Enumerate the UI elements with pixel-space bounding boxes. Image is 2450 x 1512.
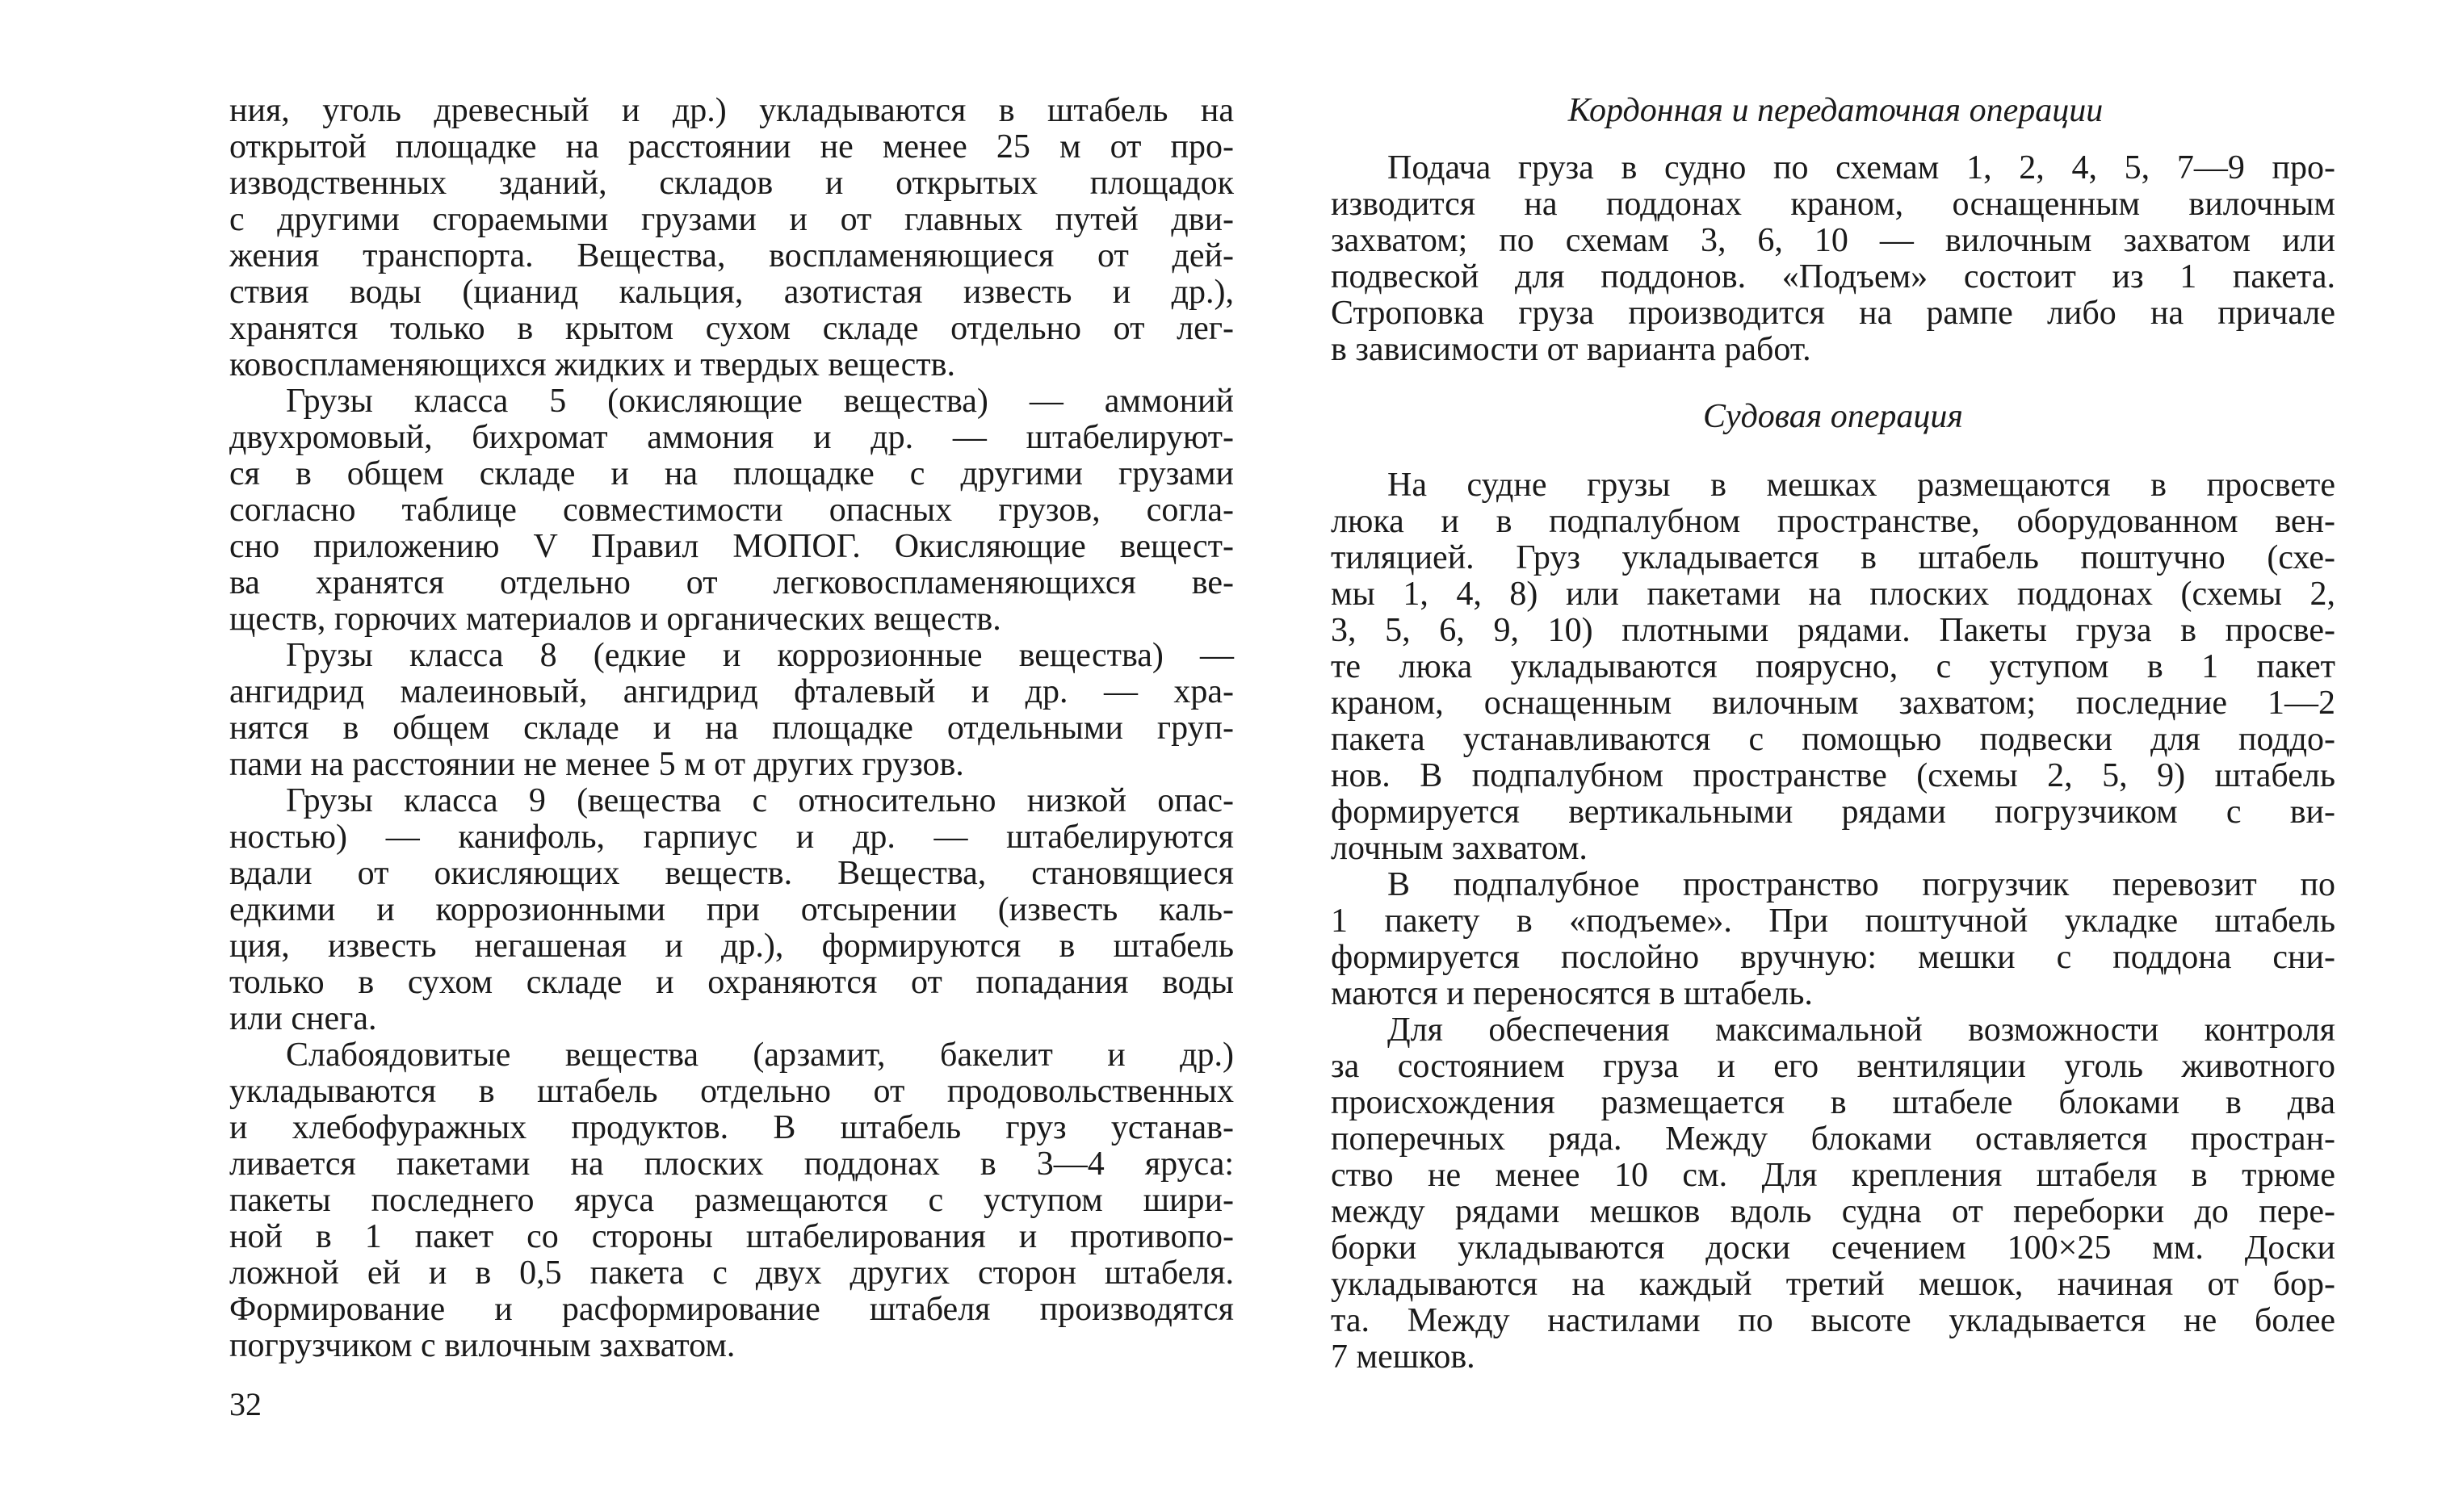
- text-line: сно приложению V Правил МОПОГ. Окисляющие вещест-: [229, 528, 1234, 565]
- text-line: 1 пакету в «подъеме». При поштучной укладке штабель: [1331, 903, 2335, 940]
- text-line: и хлебофуражных продуктов. В штабель груз устанав-: [229, 1109, 1234, 1146]
- text-line: ностью) — канифоль, гарпиус и др. — штабелируются: [229, 819, 1234, 856]
- text-line: хранятся только в крытом сухом складе отдельно от лег-: [229, 310, 1234, 347]
- text-line: жения транспорта. Вещества, воспламеняющиеся от дей-: [229, 237, 1234, 274]
- text-line: за состоянием груза и его вентиляции уголь животного: [1331, 1048, 2335, 1085]
- text-line: На судне грузы в мешках размещаются в просвете: [1387, 467, 2335, 504]
- text-line: ществ, горючих материалов и органических веществ.: [229, 601, 1001, 638]
- text-line: Грузы класса 9 (вещества с относительно низкой опас-: [286, 782, 1234, 819]
- text-line: укладываются в штабель отдельно от продовольственных: [229, 1073, 1234, 1110]
- text-line: ния, уголь древесный и др.) укладываются в штабель на: [229, 92, 1234, 129]
- text-line: вдали от окисляющих веществ. Вещества, становящиеся: [229, 855, 1234, 892]
- text-line: нятся в общем складе и на площадке отдельными груп-: [229, 710, 1234, 747]
- section-cordon-operations: [1331, 150, 2335, 368]
- text-line: 3, 5, 6, 9, 10) плотными рядами. Пакеты груза в просве-: [1331, 612, 2335, 649]
- text-line: та. Между настилами по высоте укладывается не более: [1331, 1302, 2335, 1339]
- paragraph: [1331, 150, 2335, 368]
- paragraph: [1331, 867, 2335, 1012]
- text-line: люка и в подпалубном пространстве, оборудованном вен-: [1331, 503, 2335, 540]
- text-line: те люка укладываются поярусно, с уступом в 1 пакет: [1331, 648, 2335, 685]
- text-line: лочным захватом.: [1331, 830, 1588, 867]
- text-line: краном, оснащенным вилочным захватом; последние 1—2: [1331, 685, 2335, 722]
- text-line: формируется послойно вручную: мешки с поддона сни-: [1331, 939, 2335, 976]
- text-line: тиляцией. Груз укладывается в штабель поштучно (схе-: [1331, 539, 2335, 576]
- text-line: подвеской для поддонов. «Подъем» состоит из 1 пакета.: [1331, 258, 2335, 295]
- text-line: пакеты последнего яруса размещаются с уступом шири-: [229, 1182, 1234, 1219]
- text-line: поперечных ряда. Между блоками оставляется простран-: [1331, 1120, 2335, 1158]
- text-line: нов. В подпалубном пространстве (схемы 2, 5, 9) штабель: [1331, 757, 2335, 794]
- page-number: 32: [229, 1386, 262, 1422]
- text-line: захватом; по схемам 3, 6, 10 — вилочным захватом или: [1331, 222, 2335, 259]
- text-line: Подача груза в судно по схемам 1, 2, 4, 5, 7—9 про-: [1387, 149, 2335, 186]
- text-line: ливается пакетами на плоских поддонах в 3—4 яруса:: [229, 1146, 1234, 1183]
- paragraph: [229, 638, 1234, 783]
- left-text-column: [229, 93, 1234, 1364]
- text-line: В подпалубное пространство погрузчик перевозит по: [1387, 866, 2335, 903]
- text-line: пами на расстоянии не менее 5 м от других грузов.: [229, 746, 964, 783]
- text-line: ция, известь негашеная и др.), формируются в штабель: [229, 928, 1234, 965]
- paragraph: [229, 1037, 1234, 1364]
- paragraph: [229, 383, 1234, 638]
- text-line: формируется вертикальными рядами погрузчиком с ви-: [1331, 794, 2335, 831]
- text-line: или снега.: [229, 1000, 377, 1037]
- text-line: происхождения размещается в штабеле блоками в два: [1331, 1084, 2335, 1121]
- text-line: укладываются на каждый третий мешок, начиная от бор-: [1331, 1266, 2335, 1303]
- paragraph: [229, 783, 1234, 1037]
- right-text-column: [1331, 93, 2335, 1376]
- text-line: между рядами мешков вдоль судна от переборки до пере-: [1331, 1193, 2335, 1230]
- text-line: маются и переносятся в штабель.: [1331, 975, 1813, 1012]
- text-line: 7 мешков.: [1331, 1338, 1475, 1376]
- text-line: ва хранятся отдельно от легковоспламеняющихся ве-: [229, 564, 1234, 601]
- text-line: ной в 1 пакет со стороны штабелирования и противопо-: [229, 1218, 1234, 1255]
- paragraph: [1331, 467, 2335, 867]
- text-line: ложной ей и в 0,5 пакета с двух других сторон штабеля.: [229, 1254, 1234, 1292]
- text-line: согласно таблице совместимости опасных грузов, согла-: [229, 492, 1234, 529]
- text-line: изводственных зданий, складов и открытых площадок: [229, 165, 1234, 202]
- text-line: пакета устанавливаются с помощью подвески для поддо-: [1331, 721, 2335, 758]
- text-line: Грузы класса 5 (окисляющие вещества) — аммоний: [286, 383, 1234, 420]
- right-page: [1225, 0, 2450, 1512]
- paragraph: [229, 93, 1234, 383]
- text-line: ся в общем складе и на площадке с другими грузами: [229, 455, 1234, 492]
- section-heading-cordon-operations: Кордонная и передаточная операции: [1567, 92, 2104, 129]
- text-line: ствия воды (цианид кальция, азотистая известь и др.),: [229, 274, 1234, 311]
- text-line: с другими сгораемыми грузами и от главных путей дви-: [229, 201, 1234, 238]
- text-line: Формирование и расформирование штабеля производятся: [229, 1291, 1234, 1328]
- text-line: мы 1, 4, 8) или пакетами на плоских поддонах (схемы 2,: [1331, 576, 2335, 613]
- text-line: ковоспламеняющихся жидких и твердых веществ.: [229, 346, 955, 383]
- text-line: двухромовый, бихромат аммония и др. — штабелируют-: [229, 419, 1234, 456]
- text-line: только в сухом складе и охраняются от попадания воды: [229, 964, 1234, 1001]
- text-line: в зависимости от варианта работ.: [1331, 331, 1811, 368]
- text-line: Слабоядовитые вещества (арзамит, бакелит и др.): [286, 1037, 1234, 1074]
- text-line: Строповка груза производится на рампе либо на причале: [1331, 295, 2335, 332]
- section-ship-operation: [1331, 467, 2335, 1376]
- text-line: Грузы класса 8 (едкие и коррозионные вещества) —: [286, 637, 1234, 674]
- text-line: изводится на поддонах краном, оснащенным вилочным: [1331, 186, 2335, 223]
- text-line: Для обеспечения максимальной возможности контроля: [1387, 1011, 2335, 1049]
- text-line: погрузчиком с вилочным захватом.: [229, 1327, 736, 1364]
- text-line: борки укладываются доски сечением 100×25 мм. Доски: [1331, 1229, 2335, 1267]
- section-heading-ship-operation: Судовая операция: [1703, 398, 1963, 435]
- text-line: открытой площадке на расстоянии не менее 25 м от про-: [229, 128, 1234, 165]
- text-line: ство не менее 10 см. Для крепления штабеля в трюме: [1331, 1157, 2335, 1194]
- text-line: едкими и коррозионными при отсырении (известь каль-: [229, 891, 1234, 928]
- paragraph: [1331, 1012, 2335, 1376]
- text-line: ангидрид малеиновый, ангидрид фталевый и др. — хра-: [229, 673, 1234, 710]
